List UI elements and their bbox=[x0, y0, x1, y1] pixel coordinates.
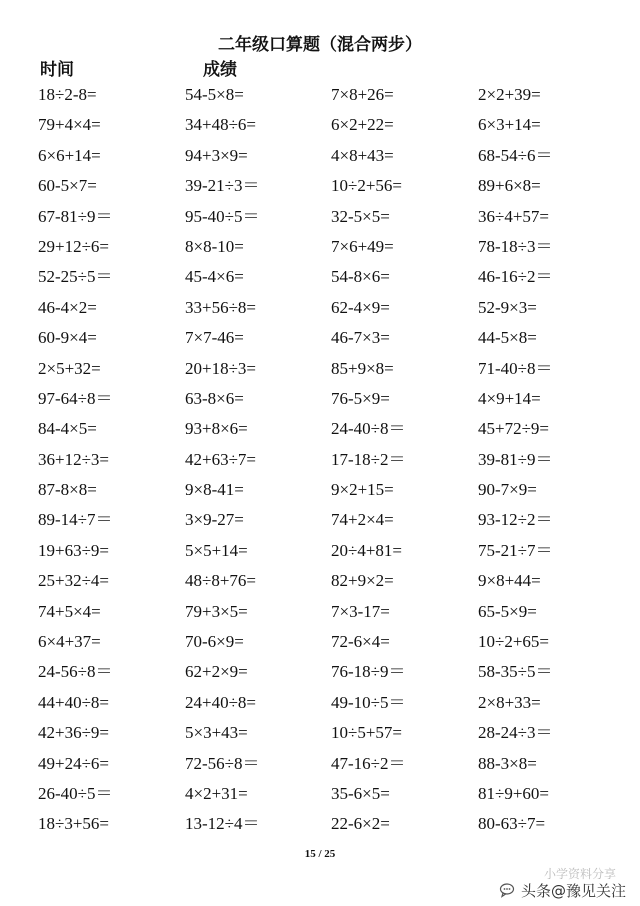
problem-cell: 34+48÷6= bbox=[185, 115, 257, 135]
problem-row bbox=[38, 688, 638, 718]
page-title: 二年级口算题（混合两步） bbox=[218, 35, 422, 55]
problem-cell: 32-5×5= bbox=[331, 206, 390, 226]
problem-cell: 2×5+32= bbox=[38, 358, 101, 378]
problem-cell: 62-4×9= bbox=[331, 297, 390, 317]
problem-cell: 9×8-41= bbox=[185, 480, 244, 500]
problem-cell: 68-54÷6＝ bbox=[478, 145, 553, 165]
problem-cell: 19+63÷9= bbox=[38, 540, 110, 560]
problem-cell: 75-21÷7＝ bbox=[478, 540, 553, 560]
problem-cell: 95-40÷5＝ bbox=[185, 206, 260, 226]
problem-row bbox=[38, 566, 638, 596]
problem-cell: 6×3+14= bbox=[478, 115, 541, 135]
problem-cell: 87-8×8= bbox=[38, 480, 97, 500]
problem-cell: 49-10÷5＝ bbox=[331, 692, 406, 712]
problem-cell: 85+9×8= bbox=[331, 358, 394, 378]
problem-cell: 4×2+31= bbox=[185, 783, 248, 803]
problem-cell: 58-35÷5＝ bbox=[478, 662, 553, 682]
problem-cell: 76-5×9= bbox=[331, 388, 390, 408]
problem-row bbox=[38, 475, 638, 505]
problem-cell: 7×3-17= bbox=[331, 601, 390, 621]
problem-row bbox=[38, 657, 638, 687]
problem-row bbox=[38, 354, 638, 384]
problem-cell: 9×2+15= bbox=[331, 480, 394, 500]
problem-cell: 74+5×4= bbox=[38, 601, 101, 621]
problem-cell: 18÷3+56= bbox=[38, 814, 110, 834]
problem-cell: 20÷4+81= bbox=[331, 540, 403, 560]
problem-cell: 97-64÷8＝ bbox=[38, 388, 113, 408]
problem-row bbox=[38, 171, 638, 201]
problem-cell: 18÷2-8= bbox=[38, 85, 97, 104]
problem-cell: 6×6+14= bbox=[38, 145, 101, 165]
problem-cell: 82+9×2= bbox=[331, 571, 394, 591]
problem-cell: 20+18÷3= bbox=[185, 358, 257, 378]
problem-cell: 48÷8+76= bbox=[185, 571, 257, 591]
problem-cell: 33+56÷8= bbox=[185, 297, 257, 317]
problem-cell: 10÷2+56= bbox=[331, 176, 403, 196]
problem-cell: 46-16÷2＝ bbox=[478, 267, 553, 287]
problem-cell: 25+32÷4= bbox=[38, 571, 110, 591]
problem-row bbox=[38, 749, 638, 779]
problem-row bbox=[38, 505, 638, 535]
problem-row bbox=[38, 141, 638, 171]
problem-cell: 52-9×3= bbox=[478, 297, 537, 317]
score-label: 成绩 bbox=[203, 60, 237, 80]
problem-cell: 7×6+49= bbox=[331, 236, 394, 256]
problem-cell: 45+72÷9= bbox=[478, 419, 550, 439]
problem-cell: 71-40÷8＝ bbox=[478, 358, 553, 378]
problem-row bbox=[38, 323, 638, 353]
problem-row bbox=[38, 809, 638, 839]
problem-row bbox=[38, 262, 638, 292]
problem-cell: 88-3×8= bbox=[478, 753, 537, 773]
problem-cell: 5×3+43= bbox=[185, 723, 248, 743]
problem-cell: 65-5×9= bbox=[478, 601, 537, 621]
watermark bbox=[499, 867, 626, 903]
problem-cell: 72-6×4= bbox=[331, 632, 390, 652]
problem-cell: 2×8+33= bbox=[478, 692, 541, 712]
problem-cell: 44-5×8= bbox=[478, 328, 537, 348]
problem-cell: 80-63÷7= bbox=[478, 814, 546, 834]
problem-cell: 9×8+44= bbox=[478, 571, 541, 591]
problem-row bbox=[38, 384, 638, 414]
problem-grid bbox=[38, 80, 638, 840]
problem-cell: 3×9-27= bbox=[185, 510, 244, 530]
problem-cell: 44+40÷8= bbox=[38, 692, 110, 712]
problem-cell: 7×8+26= bbox=[331, 85, 394, 104]
problem-cell: 39-21÷3＝ bbox=[185, 176, 260, 196]
problem-cell: 10÷2+65= bbox=[478, 632, 550, 652]
problem-row bbox=[38, 718, 638, 748]
problem-cell: 60-5×7= bbox=[38, 176, 97, 196]
problem-cell: 49+24÷6= bbox=[38, 753, 110, 773]
problem-cell: 78-18÷3＝ bbox=[478, 236, 553, 256]
problem-cell: 47-16÷2＝ bbox=[331, 753, 406, 773]
problem-cell: 42+63÷7= bbox=[185, 449, 257, 469]
problem-cell: 46-4×2= bbox=[38, 297, 97, 317]
problem-cell: 52-25÷5＝ bbox=[38, 267, 113, 287]
watermark-faint-text: 小学资料分享 bbox=[543, 867, 616, 881]
problem-cell: 2×2+39= bbox=[478, 85, 541, 104]
problem-cell: 79+4×4= bbox=[38, 115, 101, 135]
problem-row bbox=[38, 110, 638, 140]
problem-cell: 36÷4+57= bbox=[478, 206, 550, 226]
problem-cell: 93+8×6= bbox=[185, 419, 248, 439]
problem-row bbox=[38, 202, 638, 232]
problem-cell: 22-6×2= bbox=[331, 814, 390, 834]
problem-cell: 84-4×5= bbox=[38, 419, 97, 439]
problem-cell: 8×8-10= bbox=[185, 236, 244, 256]
problem-row bbox=[38, 627, 638, 657]
problem-cell: 4×8+43= bbox=[331, 145, 394, 165]
problem-cell: 89+6×8= bbox=[478, 176, 541, 196]
problem-row bbox=[38, 414, 638, 444]
problem-cell: 24-40÷8＝ bbox=[331, 419, 406, 439]
problem-row bbox=[38, 779, 638, 809]
problem-cell: 72-56÷8＝ bbox=[185, 753, 260, 773]
problem-cell: 36+12÷3= bbox=[38, 449, 110, 469]
problem-cell: 62+2×9= bbox=[185, 662, 248, 682]
problem-cell: 54-5×8= bbox=[185, 85, 244, 104]
problem-cell: 74+2×4= bbox=[331, 510, 394, 530]
problem-cell: 35-6×5= bbox=[331, 783, 390, 803]
problem-cell: 76-18÷9＝ bbox=[331, 662, 406, 682]
problem-cell: 46-7×3= bbox=[331, 328, 390, 348]
problem-cell: 5×5+14= bbox=[185, 540, 248, 560]
problem-cell: 24+40÷8= bbox=[185, 692, 257, 712]
problem-row bbox=[38, 536, 638, 566]
problem-cell: 45-4×6= bbox=[185, 267, 244, 287]
problem-cell: 70-6×9= bbox=[185, 632, 244, 652]
problem-row bbox=[38, 445, 638, 475]
problem-cell: 10÷5+57= bbox=[331, 723, 403, 743]
problem-cell: 39-81÷9＝ bbox=[478, 449, 553, 469]
problem-cell: 89-14÷7＝ bbox=[38, 510, 113, 530]
problem-cell: 90-7×9= bbox=[478, 480, 537, 500]
page-number: 15 / 25 bbox=[304, 848, 336, 860]
problem-cell: 54-8×6= bbox=[331, 267, 390, 287]
problem-cell: 42+36÷9= bbox=[38, 723, 110, 743]
problem-row bbox=[38, 80, 638, 110]
problem-cell: 60-9×4= bbox=[38, 328, 97, 348]
problem-cell: 7×7-46= bbox=[185, 328, 244, 348]
problem-cell: 29+12÷6= bbox=[38, 236, 110, 256]
problem-cell: 4×9+14= bbox=[478, 388, 541, 408]
problem-cell: 6×4+37= bbox=[38, 632, 101, 652]
problem-cell: 6×2+22= bbox=[331, 115, 394, 135]
problem-cell: 81÷9+60= bbox=[478, 783, 550, 803]
problem-cell: 28-24÷3＝ bbox=[478, 723, 553, 743]
problem-cell: 24-56÷8＝ bbox=[38, 662, 113, 682]
problem-row bbox=[38, 232, 638, 262]
problem-cell: 67-81÷9＝ bbox=[38, 206, 113, 226]
problem-row bbox=[38, 597, 638, 627]
problem-cell: 13-12÷4＝ bbox=[185, 814, 260, 834]
problem-cell: 63-8×6= bbox=[185, 388, 244, 408]
problem-cell: 26-40÷5＝ bbox=[38, 783, 113, 803]
problem-row bbox=[38, 293, 638, 323]
chat-bubble-icon bbox=[499, 882, 515, 898]
problem-cell: 94+3×9= bbox=[185, 145, 248, 165]
problem-cell: 17-18÷2＝ bbox=[331, 449, 406, 469]
problem-cell: 79+3×5= bbox=[185, 601, 248, 621]
watermark-text: 头条@豫见关注 bbox=[520, 881, 626, 900]
problem-cell: 93-12÷2＝ bbox=[478, 510, 553, 530]
time-label: 时间 bbox=[40, 60, 74, 80]
